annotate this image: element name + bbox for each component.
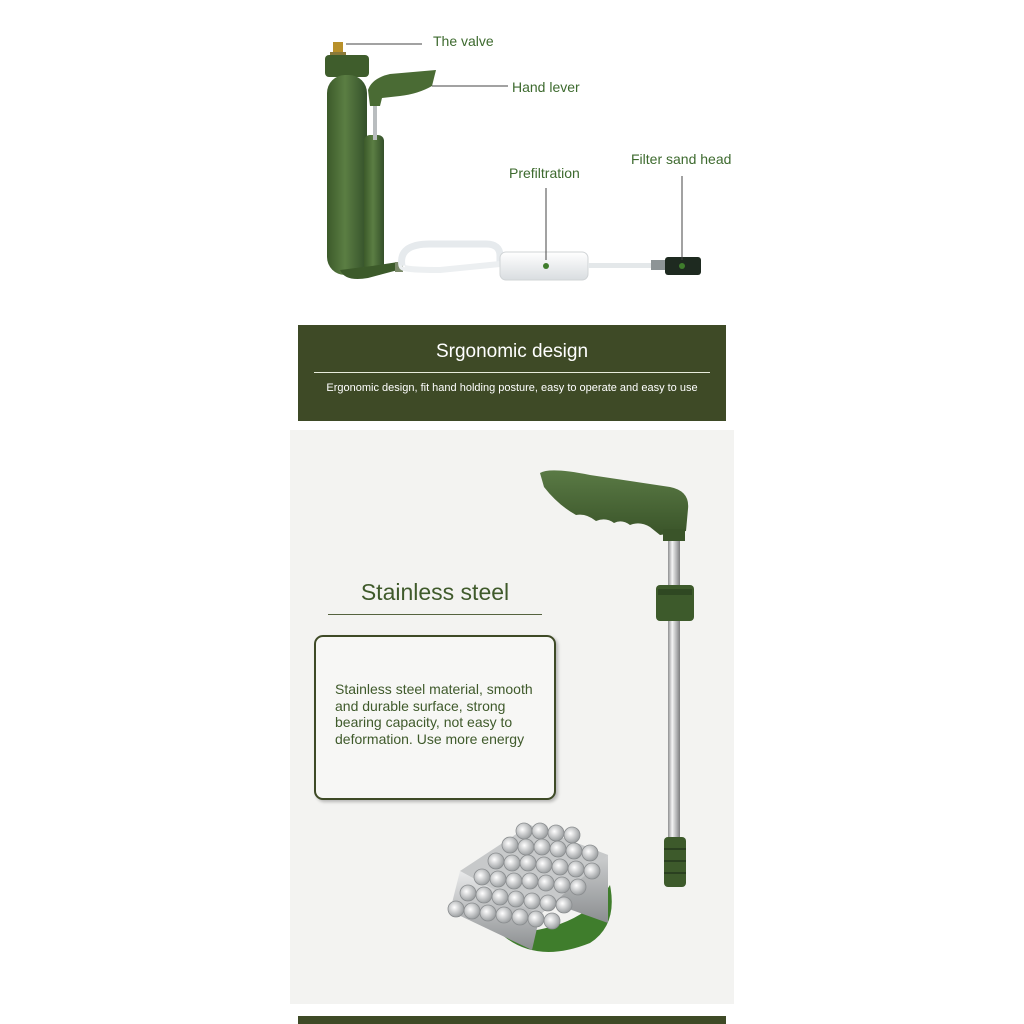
product-diagram	[0, 0, 1024, 310]
callout-filter-sand-head: Filter sand head	[631, 151, 732, 167]
stainless-title: Stainless steel	[360, 579, 510, 605]
hand-lever-icon	[368, 70, 436, 106]
banner-title: Srgonomic design	[435, 341, 589, 362]
steel-bars-icon	[440, 815, 620, 960]
banner-divider	[314, 372, 710, 373]
pump-cylinder	[364, 135, 384, 275]
next-section-banner-edge	[298, 1016, 726, 1024]
callout-prefiltration: Prefiltration	[509, 165, 580, 181]
water-filter-illustration	[0, 0, 1024, 310]
filter-body	[327, 75, 367, 275]
stainless-title-underline	[328, 614, 542, 615]
callout-hand-lever: Hand lever	[512, 79, 580, 95]
banner-subtitle: Ergonomic design, fit hand holding posture, easy to operate and easy to use	[326, 382, 698, 394]
ergonomic-banner	[298, 325, 726, 421]
stainless-description-box	[314, 635, 556, 800]
stainless-description: Stainless steel material, smooth and durable surface, strong bearing capacity, not easy to deformation. Use more energy	[335, 681, 533, 747]
lever-head-icon	[540, 470, 688, 535]
callout-valve: The valve	[433, 33, 494, 49]
body-cap	[325, 55, 369, 77]
